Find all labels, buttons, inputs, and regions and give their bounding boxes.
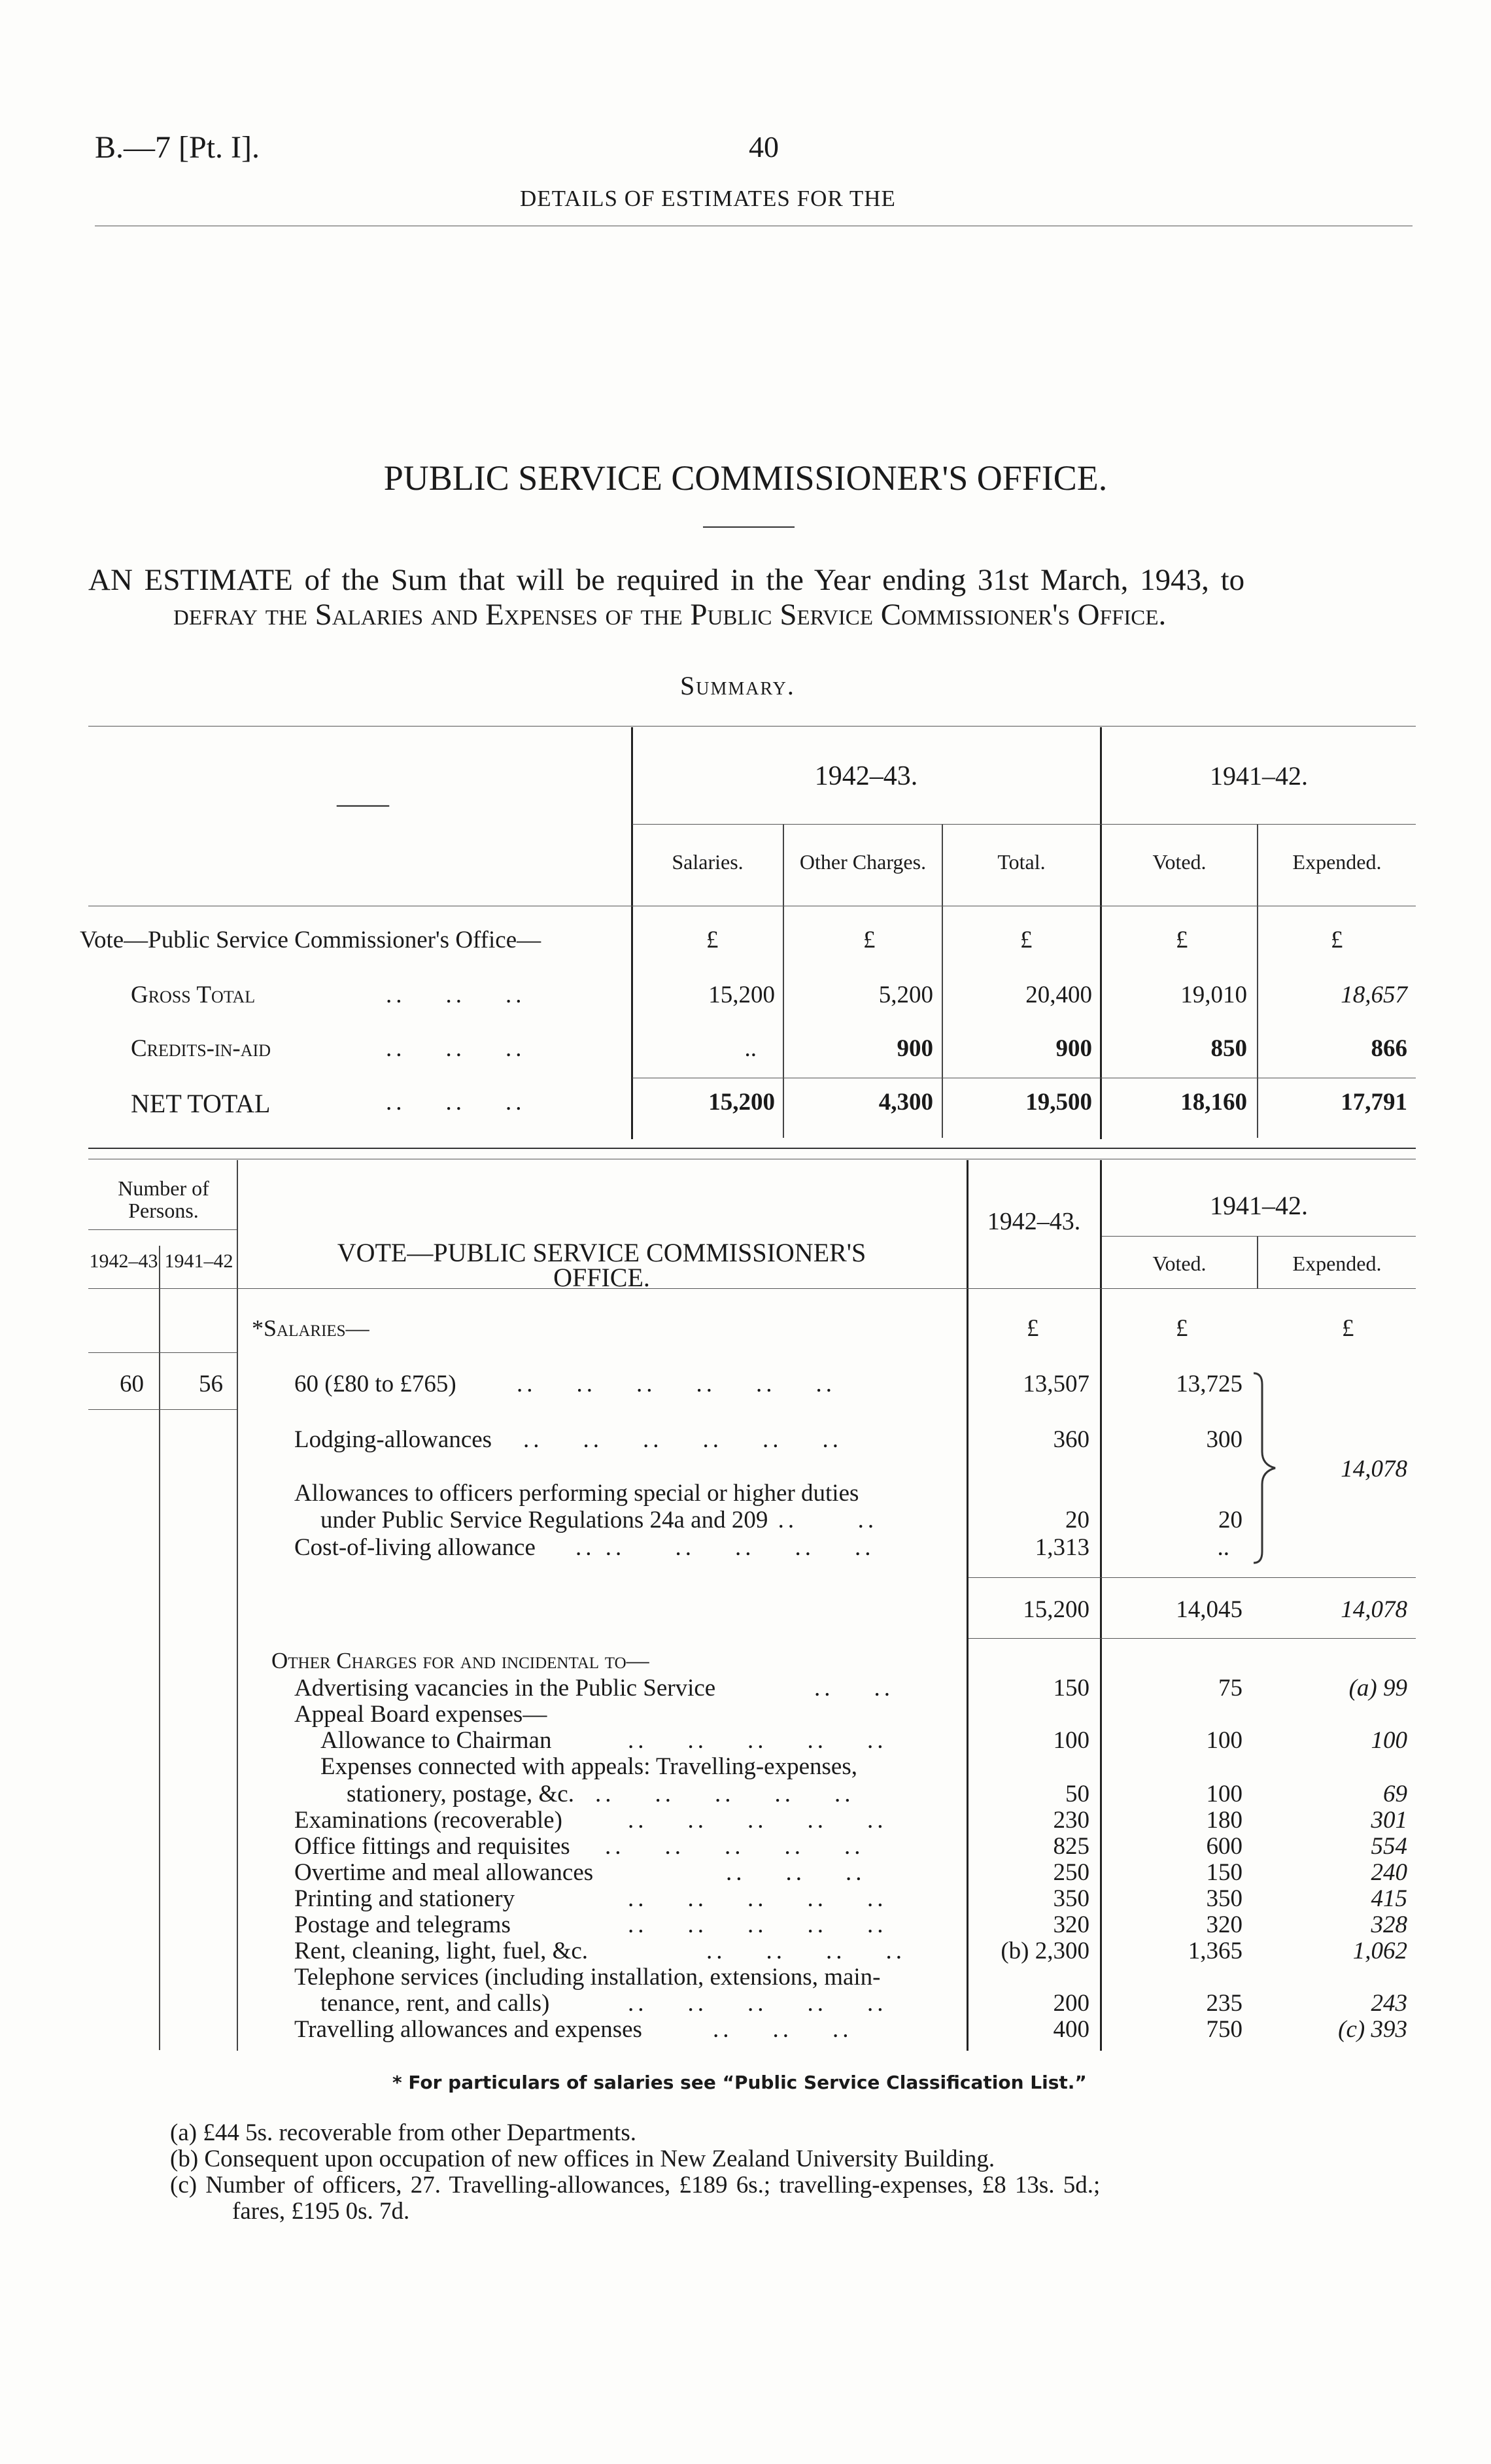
net-total-leader: .. .. .. (386, 1089, 526, 1116)
salaries-subtotal-rule (968, 1577, 1416, 1578)
summary-heading: Summary. (680, 671, 795, 700)
other-charge-leader: .. .. .. (726, 1859, 866, 1886)
currency-total: £ (1020, 927, 1033, 953)
other-charge-leader: .. .. .. .. .. (595, 1781, 855, 1807)
other-charge-expended: (c) 393 (1338, 2016, 1407, 2043)
other-charge-current: 320 (1053, 1911, 1089, 1938)
title-rule (703, 526, 795, 528)
other-charge-current: 230 (1053, 1807, 1089, 1834)
other-charge-current: (b) 2,300 (1001, 1938, 1089, 1964)
detail-col-expended: Expended. (1292, 1252, 1382, 1275)
page-reference: B.—7 [Pt. I]. (95, 130, 260, 165)
detail-vline-persons-right (237, 1160, 238, 2051)
salary-item-grades-voted: 13,725 (1176, 1371, 1242, 1397)
salary-item-lodging (294, 1426, 492, 1454)
salary-item-allowances-current: 20 (1065, 1507, 1089, 1533)
other-charge-expended: 1,062 (1352, 1938, 1407, 1964)
other-charge-item: Printing and stationery (294, 1885, 515, 1912)
other-charge-expended: 100 (1371, 1727, 1407, 1754)
net-total-total: 19,500 (1025, 1089, 1092, 1116)
other-charge-expended: 328 (1371, 1911, 1407, 1938)
gross-total-salaries: 15,200 (708, 982, 775, 1008)
currency-voted: £ (1176, 927, 1188, 953)
salaries-brace (1250, 1370, 1296, 1566)
other-charge-item: tenance, rent, and calls) (320, 1990, 550, 2017)
detail-year-current: 1942–43. (987, 1208, 1081, 1235)
salary-item-cost-of-living (294, 1533, 536, 1562)
detail-col-voted: Voted. (1152, 1252, 1207, 1275)
net-total-salaries: 15,200 (708, 1089, 775, 1116)
summary-col-other: Other Charges. (799, 850, 927, 874)
vote-title-line-2: OFFICE. (553, 1263, 650, 1292)
other-charge-leader: .. .. (814, 1675, 894, 1702)
other-charge-item: Overtime and meal allowances (294, 1859, 594, 1886)
intro-line-2 (173, 597, 1166, 632)
summary-year-current: 1942–43. (814, 761, 918, 791)
other-charge-current: 100 (1053, 1727, 1089, 1754)
currency-expended: £ (1331, 927, 1343, 953)
intro-line-2-text: defray the Salaries and Expenses of the Public Service Commissioner's Office. (173, 598, 1167, 632)
gross-total-voted: 19,010 (1180, 982, 1247, 1008)
note-c-continued: fares, £195 0s. 7d. (232, 2198, 410, 2225)
net-total-voted: 18,160 (1180, 1089, 1247, 1116)
net-total-label: NET TOTAL (131, 1089, 271, 1118)
summary-col-voted: Voted. (1152, 850, 1207, 874)
running-title: DETAILS OF ESTIMATES FOR THE (520, 186, 896, 211)
detail-year-previous: 1941–42. (1210, 1191, 1308, 1220)
other-charge-current: 50 (1065, 1781, 1089, 1807)
other-charge-voted: 600 (1206, 1833, 1242, 1860)
other-charge-voted: 75 (1218, 1675, 1242, 1702)
salary-item-allowances-label2: under Public Service Regulations 24a and 209 (320, 1507, 768, 1533)
other-charge-leader: .. .. .. .. (706, 1938, 906, 1964)
credits-other: 900 (897, 1035, 933, 1062)
salary-item-col-voted: .. (1217, 1534, 1229, 1561)
credits-total: 900 (1055, 1035, 1092, 1062)
note-b: (b) Consequent upon occupation of new offices in New Zealand University Building. (170, 2146, 995, 2172)
salaries-expended-bracket: 14,078 (1341, 1456, 1407, 1482)
other-charge-item: Postage and telegrams (294, 1911, 511, 1938)
salary-item-lodging-label: Lodging-allowances (294, 1426, 492, 1453)
other-charge-expended: 243 (1371, 1990, 1407, 2017)
other-charge-leader: .. .. .. .. .. (628, 1990, 887, 2017)
currency-salaries: £ (706, 927, 719, 953)
salary-item-col-label: Cost-of-living allowance (294, 1534, 536, 1561)
summary-col-expended: Expended. (1292, 850, 1382, 874)
detail-currency-current: £ (1027, 1315, 1039, 1342)
detail-persons-rule (88, 1229, 237, 1230)
summary-row-gross-total (131, 981, 255, 1009)
persons-1941: 56 (199, 1371, 223, 1397)
other-charge-current: 400 (1053, 2016, 1089, 2043)
salaries-heading: *Salaries— (252, 1315, 369, 1341)
salary-item-grades-current: 13,507 (1023, 1371, 1089, 1397)
summary-bottom-rule (88, 1148, 1416, 1149)
summary-top-rule (88, 726, 1416, 727)
salary-item-lodging-leader: .. .. .. .. .. .. (523, 1426, 842, 1453)
summary-year-rule (632, 824, 1416, 825)
salaries-footnote: * For particulars of salaries see “Public Service Classification List.” (392, 2072, 1087, 2093)
other-charge-expended: 554 (1371, 1833, 1407, 1860)
other-charge-expended: 240 (1371, 1859, 1407, 1886)
other-charge-leader: .. .. .. .. .. (605, 1833, 865, 1860)
other-charge-item: Examinations (recoverable) (294, 1807, 562, 1834)
gross-total-label: Gross Total (131, 982, 256, 1008)
net-total-other: 4,300 (878, 1089, 933, 1116)
credits-label: Credits-in-aid (131, 1035, 271, 1062)
other-charge-voted: 350 (1206, 1885, 1242, 1912)
persons-col-1942: 1942–43 (89, 1250, 158, 1272)
page-number: 40 (749, 130, 779, 163)
other-charge-item: Advertising vacancies in the Public Service (294, 1675, 716, 1702)
salary-item-grades-label: 60 (£80 to £765) (294, 1371, 456, 1397)
gross-total-total: 20,400 (1025, 982, 1092, 1008)
detail-currency-voted: £ (1176, 1315, 1188, 1342)
credits-voted: 850 (1210, 1035, 1247, 1062)
other-charge-voted: 150 (1206, 1859, 1242, 1886)
summary-col-total: Total. (997, 850, 1046, 874)
other-charge-current: 350 (1053, 1885, 1089, 1912)
other-charge-leader: .. .. .. .. .. (628, 1807, 887, 1834)
salary-item-col-leader: .. .. .. .. .. .. (575, 1534, 875, 1561)
credits-expended: 866 (1371, 1035, 1407, 1062)
other-charge-current: 250 (1053, 1859, 1089, 1886)
gross-total-expended: 18,657 (1341, 982, 1407, 1008)
salary-item-grades (294, 1370, 456, 1398)
detail-vline-persons-split (159, 1246, 160, 2050)
other-charge-item: Rent, cleaning, light, fuel, &c. (294, 1938, 589, 1964)
summary-vote-label (80, 926, 541, 954)
other-charge-leader: .. .. .. .. .. (628, 1911, 887, 1938)
other-charge-expended: 301 (1371, 1807, 1407, 1834)
other-charge-current: 150 (1053, 1675, 1089, 1702)
other-charge-voted: 100 (1206, 1727, 1242, 1754)
other-charge-expended: 415 (1371, 1885, 1407, 1912)
other-charge-leader: .. .. .. (713, 2016, 853, 2043)
other-charge-expended: (a) 99 (1348, 1675, 1407, 1702)
vote-title-line-1: VOTE—PUBLIC SERVICE COMMISSIONER'S (337, 1238, 866, 1267)
salary-item-allowances-voted: 20 (1218, 1507, 1242, 1533)
summary-dash: —— (337, 789, 389, 818)
salary-item-col-current: 1,313 (1035, 1534, 1089, 1561)
other-charge-voted: 750 (1206, 2016, 1242, 2043)
salaries-total-bottom-rule (968, 1638, 1416, 1639)
summary-row-net-total (131, 1088, 270, 1119)
credits-leader: .. .. .. (386, 1035, 526, 1062)
other-charge-voted: 1,365 (1188, 1938, 1242, 1964)
salary-item-lodging-voted: 300 (1206, 1426, 1242, 1453)
summary-row-credits (131, 1035, 271, 1063)
intro-line-1: AN ESTIMATE of the Sum that will be required in the Year ending 31st March, 1943, to (88, 563, 1245, 597)
other-charge-leader: .. .. .. .. .. (628, 1727, 887, 1754)
salaries-total-expended: 14,078 (1341, 1596, 1407, 1623)
salary-item-allowances-line2: under Public Service Regulations 24a and 209 .. .. (320, 1507, 878, 1533)
other-charge-voted: 235 (1206, 1990, 1242, 2017)
persons-1942: 60 (120, 1371, 144, 1397)
salary-item-allowances-line1 (294, 1479, 859, 1507)
other-charge-item: Office fittings and requisites (294, 1833, 570, 1860)
detail-currency-expended: £ (1342, 1315, 1354, 1342)
other-charge-current: 825 (1053, 1833, 1089, 1860)
salary-item-grades-leader: .. .. .. .. .. .. (517, 1371, 836, 1397)
other-charge-voted: 320 (1206, 1911, 1242, 1938)
summary-year-previous: 1941–42. (1210, 761, 1308, 791)
other-charge-item: Allowance to Chairman (320, 1727, 552, 1754)
salary-item-lodging-current: 360 (1053, 1426, 1089, 1453)
salaries-total-current: 15,200 (1023, 1596, 1089, 1623)
note-c: (c) Number of officers, 27. Travelling-allowances, £189 6s.; travelling-expenses, £8 13s. 5d.; (170, 2172, 1101, 2199)
other-charge-leader: .. .. .. .. .. (628, 1885, 887, 1912)
other-charges-heading: Other Charges for and incidental to— (271, 1648, 649, 1673)
persons-row-bottom-rule (88, 1409, 237, 1410)
salary-item-allowances-label1: Allowances to officers performing special or higher duties (294, 1480, 859, 1507)
other-charge-expended: 69 (1383, 1781, 1407, 1807)
other-charge-voted: 100 (1206, 1781, 1242, 1807)
net-total-expended: 17,791 (1341, 1089, 1407, 1116)
other-charge-item: Travelling allowances and expenses (294, 2016, 642, 2043)
currency-other: £ (863, 927, 876, 953)
credits-salaries: .. (744, 1035, 757, 1062)
detail-year-rule (1102, 1236, 1416, 1237)
gross-total-other: 5,200 (878, 982, 933, 1008)
other-charge-item: stationery, postage, &c. (347, 1781, 574, 1807)
other-charge-voted: 180 (1206, 1807, 1242, 1834)
note-a: (a) £44 5s. recoverable from other Departments. (170, 2119, 636, 2146)
page-title: PUBLIC SERVICE COMMISSIONER'S OFFICE. (383, 458, 1108, 498)
number-of-persons: Number of Persons. (118, 1176, 209, 1222)
other-charge-item: Expenses connected with appeals: Travelling-expenses, (320, 1753, 857, 1780)
summary-vote-label-text: Vote—Public Service Commissioner's Office— (80, 927, 541, 953)
other-charge-current: 200 (1053, 1990, 1089, 2017)
summary-col-salaries: Salaries. (672, 850, 744, 874)
other-charge-item: Telephone services (including installation, extensions, main- (294, 1964, 881, 1991)
persons-col-1941: 1941–42 (164, 1250, 233, 1272)
persons-row-top-rule (88, 1352, 237, 1353)
other-charge-item: Appeal Board expenses— (294, 1701, 547, 1728)
gross-total-leader: .. .. .. (386, 982, 526, 1008)
salaries-total-voted: 14,045 (1176, 1596, 1242, 1623)
